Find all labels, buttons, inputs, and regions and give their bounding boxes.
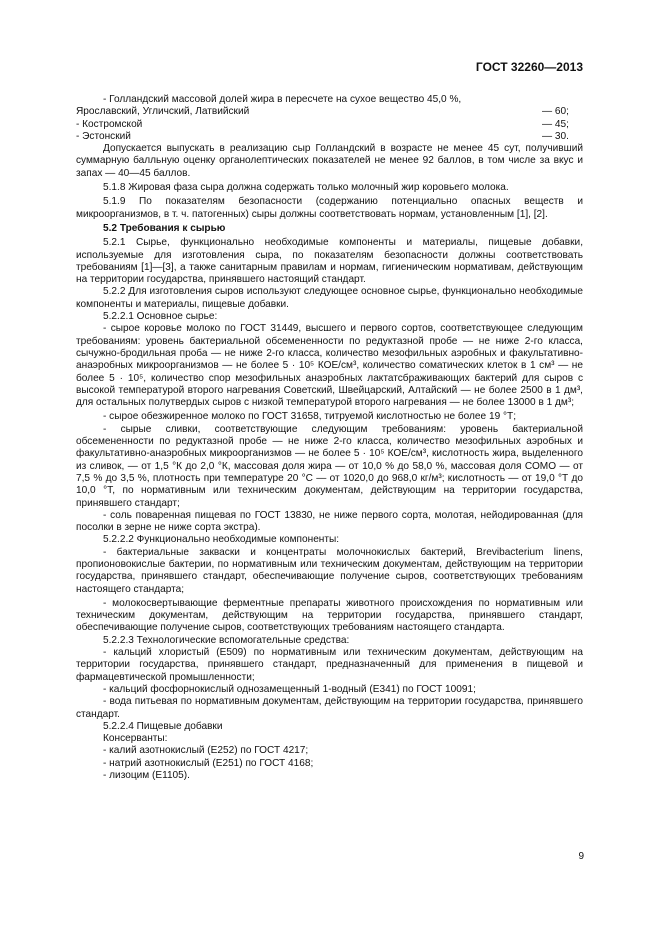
cheese-row (76, 106, 583, 118)
cheese-row-label: - Эстонский (76, 130, 131, 142)
cheese-row-label: - Костромской (76, 118, 143, 130)
paragraph: 5.2.2 Для изготовления сыров используют следующее основное сырье, функционально необходимые компоненты и материалы, пищевые добавки. (76, 286, 583, 310)
standard-header: ГОСТ 32260—2013 (475, 60, 583, 74)
paragraph: - вода питьевая по нормативным документам, действующим на территории государства, принявшего стандарт. (76, 696, 583, 720)
paragraph: - кальций хлористый (Е509) по нормативным или техническим документам, действующим на территории государства, принявшего стандарт, предназначенный для применения в пищевой и фармацевтической промышленности; (76, 647, 583, 683)
paragraph: 5.2.2.1 Основное сырье: (103, 311, 218, 323)
paragraph: - калий азотнокислый (Е252) по ГОСТ 4217; (103, 745, 309, 757)
paragraph: - Голландский массовой долей жира в пересчете на сухое вещество 45,0 %, (103, 94, 462, 105)
section-heading: 5.2 Требования к сырью (103, 222, 226, 234)
paragraph: 5.2.2.4 Пищевые добавки (103, 720, 223, 732)
cheese-row-value: — 60; (542, 106, 569, 118)
cheese-row-value: — 45; (542, 118, 569, 130)
paragraph: - лизоцим (Е1105). (103, 770, 190, 782)
cheese-row-label: Ярославский, Угличский, Латвийский (76, 106, 250, 118)
paragraph: 5.2.1 Сырье, функционально необходимые компоненты и материалы, пищевые добавки, используемые для изготовления сыра, по показателям безопасности должны соответствовать требованиям [1]—[3], а также санитарным правилам и нормам, гигиеническим нормативам, действующим на территории государства, принявшего настоящий стандарт. (76, 237, 583, 286)
paragraph: Консерванты: (103, 733, 168, 745)
paragraph: 5.2.2.3 Технологические вспомогательные средства: (103, 634, 350, 646)
paragraph: - бактериальные закваски и концентраты молочнокислых бактерий, Brevibacterium linens, пропионовокислые бактерии, по нормативным или техническим документам, действующим на территории государства, принявшего стандарт, обеспечивающие получение сыров, соответствующих требованиям настоящего стандарта; (76, 546, 583, 595)
paragraph: 5.2.2.2 Функционально необходимые компоненты: (103, 534, 340, 546)
cheese-row-value: — 30. (542, 130, 569, 142)
paragraph: 5.1.8 Жировая фаза сыра должна содержать только молочный жир коровьего молока. (103, 182, 509, 194)
cheese-row (76, 119, 583, 131)
paragraph: - сырое обезжиренное молоко по ГОСТ 31658, титруемой кислотностью не более 19 °Т; (103, 411, 517, 423)
document-body (76, 94, 583, 782)
paragraph: - сырое коровье молоко по ГОСТ 31449, высшего и первого сортов, соответствующее следующим требованиям: уровень бактериальной обсемененности по редуктазной пробе — не ниже 2-го класса, сычужно-бродильная проба — не ниже 2-го класса, количество мезофильных аэробных и факультативно-анаэробных микроорганизмов — не более 5 · 10⁵ КОЕ/см³, количество соматических клеток в 1 см³ — не более 5 · 10⁵, количество спор мезофильных анаэробных лактатсбраживающих бактерий для сыров с высокой температурой второго нагревания Советский, Швейцарский, Алтайский — не более 2500 в 1 дм³, для остальных полутвердых сыров с низкой температурой второго нагревания — не более 13000 в 1 дм³; (76, 323, 583, 409)
page-number: 9 (578, 851, 584, 862)
paragraph: - кальций фосфорнокислый однозамещенный 1-водный (Е341) по ГОСТ 10091; (103, 683, 476, 695)
paragraph: - молокосвертывающие ферментные препараты животного происхождения по нормативным или техническим документам, действующим на территории государства, принявшего стандарт, обеспечивающие получение сыров, соответствующих требованиям настоящего стандарта. (76, 597, 583, 634)
paragraph: - сырые сливки, соответствующие следующим требованиям: уровень бактериальной обсемененности по редуктазной пробе — не ниже 2-го класса, количество мезофильных аэробных и факультативно-анаэробных микроорганизмов — не более 5 · 10⁵ КОЕ/см³, кислотность жира, выделенного из сливок, — от 1,5 °К до 2,0 °К, массовая доля жира — от 10,0 % до 58,0 %, массовая доля СОМО — от 7,5 % до 3,5 %, плотность при температуре 20 °С — от 1020,0 до 968,0 кг/м³; кислотность — от 19,0 °Т до 10,0 °Т, по нормативным или техническим документам, действующим на территории государства, принявшего стандарт; (76, 423, 583, 509)
paragraph: 5.1.9 По показателям безопасности (содержанию потенциально опасных веществ и микроорганизмов, в т. ч. патогенных) сыры должны соответствовать нормам, установленным [1], [2]. (76, 196, 583, 220)
cheese-row (76, 131, 583, 143)
paragraph: Допускается выпускать в реализацию сыр Голландский в возрасте не менее 45 сут, получивший суммарную балльную оценку органолептических показателей не менее 92 баллов, в том числе за вкус и запах — 40—45 баллов. (76, 143, 583, 179)
paragraph: - соль поваренная пищевая по ГОСТ 13830, не ниже первого сорта, молотая, нейодированная (для посолки в зерне не ниже сорта экстра). (76, 509, 583, 534)
paragraph: - натрий азотнокислый (Е251) по ГОСТ 4168; (103, 757, 314, 769)
